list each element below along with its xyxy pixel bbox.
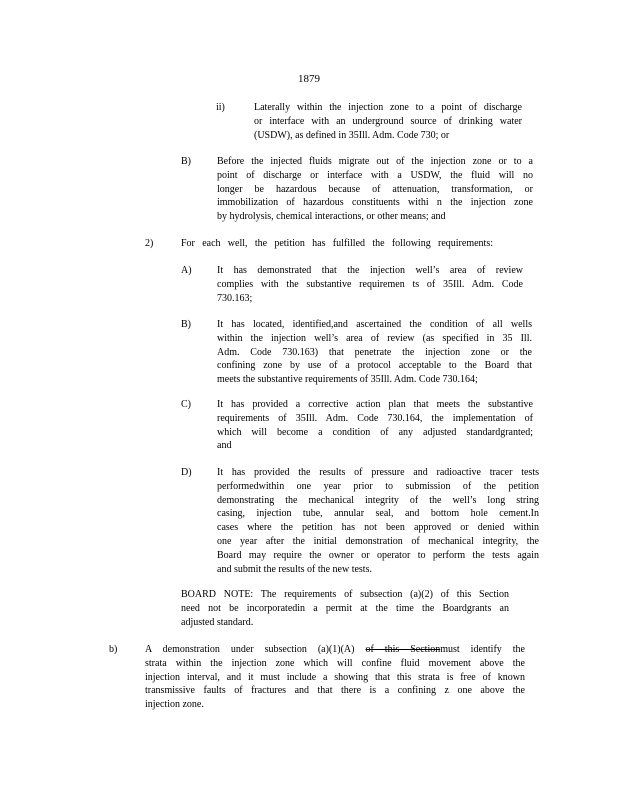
text-line: BOARD NOTE: The requirements of subsection (a)(2) of this Section <box>181 589 509 600</box>
text-line: Board may require the owner or operator to perform the tests again <box>217 549 539 561</box>
text-line: demonstrating the mechanical integrity of the well’s long string <box>217 494 539 506</box>
text-line: For each well, the petition has fulfilled the following requirements: <box>181 238 493 249</box>
text-line: It has located, identified,and ascertained the condition of all wells <box>217 319 532 330</box>
deleted-text: of this Section <box>365 644 441 655</box>
text-line: injection interval, and it must include a showing that this strata is free of known <box>145 671 525 683</box>
text-line: and submit the results of the new tests. <box>217 563 372 575</box>
text-line: (USDW), as defined in 35Ill. Adm. Code 730; or <box>254 129 450 141</box>
board-note <box>181 588 509 629</box>
item-label: b) <box>109 644 118 655</box>
item-text <box>217 264 523 305</box>
item-text <box>217 398 533 453</box>
text-line: It has provided a corrective action plan that meets the substantive <box>217 399 533 410</box>
item-label: C) <box>181 399 191 410</box>
item-text <box>217 318 532 387</box>
text-line: performedwithin one year prior to submission of the petition <box>217 480 539 492</box>
text-line-with-deletion <box>145 643 525 657</box>
text-line: casing, injection tube, annular seal, and bottom hole cement.In <box>217 508 539 520</box>
item-label: B) <box>181 156 191 167</box>
text-line: within the injection well’s area of review (as specified in 35 Ill. <box>217 332 532 344</box>
text-line: 730.163; <box>217 292 253 304</box>
item-label: D) <box>181 467 192 478</box>
text-line: immobilization of hazardous constituents withi n the injection zone <box>217 197 533 209</box>
text-line: transmissive faults of fractures and that there is a confining z one above the <box>145 685 525 697</box>
text-line: or interface with an underground source of drinking water <box>254 115 522 127</box>
page-number: 1879 <box>298 73 320 85</box>
text-line: confining zone by use of a protocol acceptable to the Board that <box>217 360 532 372</box>
text-line: Before the injected fluids migrate out of the injection zone or to a <box>217 156 533 167</box>
text-line: requirements of 35Ill. Adm. Code 730.164, the implementation of <box>217 412 533 424</box>
text-line: It has demonstrated that the injection well’s area of review <box>217 265 523 276</box>
item-label: B) <box>181 319 191 330</box>
item-label: ii) <box>216 102 225 113</box>
item-text <box>181 237 493 251</box>
item-label: A) <box>181 265 192 276</box>
item-text <box>217 155 533 224</box>
text-line: one year after the initial demonstration of mechanical integrity, the <box>217 535 539 547</box>
text-line: Laterally within the injection zone to a point of discharge <box>254 102 522 113</box>
text-run: must identify the <box>440 644 525 655</box>
item-text <box>217 466 539 576</box>
text-line: point of discharge or interface with a USDW, the fluid will no <box>217 169 533 181</box>
text-line: and <box>217 440 232 452</box>
text-line: by hydrolysis, chemical interactions, or other means; and <box>217 211 446 223</box>
text-line: It has provided the results of pressure and radioactive tracer tests <box>217 467 539 478</box>
text-run: A demonstration under subsection (a)(1)(A) <box>145 644 366 655</box>
item-text <box>254 101 522 142</box>
item-text <box>145 643 525 712</box>
text-line: cases where the petition has not been approved or denied within <box>217 522 539 534</box>
text-line: need not be incorporatedin a permit at the time the Boardgrants an <box>181 602 509 614</box>
text-line: which will become a condition of any adjusted standardgranted; <box>217 426 533 438</box>
text-line: complies with the substantive requiremen ts of 35Ill. Adm. Code <box>217 278 523 290</box>
text-line: longer be hazardous because of attenuation, transformation, or <box>217 183 533 195</box>
text-line: strata within the injection zone which will confine fluid movement above the <box>145 657 525 669</box>
text-line: adjusted standard. <box>181 616 254 628</box>
text-line: injection zone. <box>145 699 204 711</box>
item-label: 2) <box>145 238 154 249</box>
text-line: meets the substantive requirements of 35Ill. Adm. Code 730.164; <box>217 374 478 386</box>
text-line: Adm. Code 730.163) that penetrate the injection zone or the <box>217 346 532 358</box>
